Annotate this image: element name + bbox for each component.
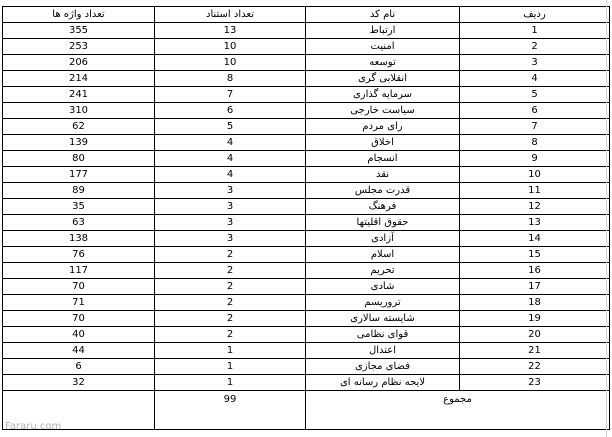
docs-count-cell: 2 bbox=[155, 247, 306, 263]
docs-count-cell: 2 bbox=[155, 263, 306, 279]
table-row bbox=[3, 295, 610, 311]
words-count-cell: 70 bbox=[3, 311, 155, 327]
code-name-cell: انسجام bbox=[306, 151, 460, 167]
total-row bbox=[3, 391, 610, 430]
words-count-cell: 6 bbox=[3, 359, 155, 375]
words-count-cell: 71 bbox=[3, 295, 155, 311]
row-number-cell: 22 bbox=[460, 359, 610, 375]
table-row bbox=[3, 247, 610, 263]
row-number-cell: 10 bbox=[460, 167, 610, 183]
table-row bbox=[3, 119, 610, 135]
docs-count-cell: 3 bbox=[155, 231, 306, 247]
row-number-cell: 16 bbox=[460, 263, 610, 279]
docs-count-cell: 10 bbox=[155, 39, 306, 55]
code-name-cell: سرمایه گذاری bbox=[306, 87, 460, 103]
code-name-cell: رای مردم bbox=[306, 119, 460, 135]
table-row bbox=[3, 263, 610, 279]
code-name-cell: اخلاق bbox=[306, 135, 460, 151]
table-row bbox=[3, 87, 610, 103]
code-name-cell: ارتباط bbox=[306, 23, 460, 39]
row-number-cell: 7 bbox=[460, 119, 610, 135]
total-docs-count: 99 bbox=[155, 391, 306, 430]
docs-count-cell: 3 bbox=[155, 199, 306, 215]
code-name-cell: امنیت bbox=[306, 39, 460, 55]
code-name-cell: فضای مجازی bbox=[306, 359, 460, 375]
table-row bbox=[3, 215, 610, 231]
words-count-cell: 89 bbox=[3, 183, 155, 199]
docs-count-cell: 5 bbox=[155, 119, 306, 135]
row-number-cell: 23 bbox=[460, 375, 610, 391]
words-count-cell: 310 bbox=[3, 103, 155, 119]
code-name-cell: شایسته سالاری bbox=[306, 311, 460, 327]
header-row bbox=[3, 7, 610, 23]
docs-count-cell: 10 bbox=[155, 55, 306, 71]
words-count-cell: 35 bbox=[3, 199, 155, 215]
docs-count-cell: 4 bbox=[155, 135, 306, 151]
table-row bbox=[3, 375, 610, 391]
docs-count-cell: 1 bbox=[155, 343, 306, 359]
docs-count-cell: 3 bbox=[155, 215, 306, 231]
words-count-cell: 44 bbox=[3, 343, 155, 359]
code-name-cell: سیاست خارجی bbox=[306, 103, 460, 119]
total-label: مجموع bbox=[306, 391, 610, 430]
header-docs-count: تعداد استناد bbox=[155, 7, 306, 23]
table-row bbox=[3, 103, 610, 119]
table-row bbox=[3, 151, 610, 167]
code-name-cell: لایحه نظام رسانه ای bbox=[306, 375, 460, 391]
docs-count-cell: 1 bbox=[155, 359, 306, 375]
row-number-cell: 13 bbox=[460, 215, 610, 231]
code-name-cell: تحریم bbox=[306, 263, 460, 279]
words-count-cell: 253 bbox=[3, 39, 155, 55]
words-count-cell: 206 bbox=[3, 55, 155, 71]
header-row-number: ردیف bbox=[460, 7, 610, 23]
code-name-cell: توسعه bbox=[306, 55, 460, 71]
row-number-cell: 6 bbox=[460, 103, 610, 119]
docs-count-cell: 2 bbox=[155, 295, 306, 311]
code-name-cell: اعتدال bbox=[306, 343, 460, 359]
row-number-cell: 15 bbox=[460, 247, 610, 263]
row-number-cell: 14 bbox=[460, 231, 610, 247]
words-count-cell: 241 bbox=[3, 87, 155, 103]
docs-count-cell: 2 bbox=[155, 327, 306, 343]
page-edge-line bbox=[606, 0, 607, 437]
code-name-cell: آزادی bbox=[306, 231, 460, 247]
docs-count-cell: 3 bbox=[155, 183, 306, 199]
docs-count-cell: 1 bbox=[155, 375, 306, 391]
words-count-cell: 138 bbox=[3, 231, 155, 247]
table-row bbox=[3, 327, 610, 343]
header-words-count: تعداد واژه ها bbox=[3, 7, 155, 23]
code-frequency-table bbox=[2, 6, 610, 430]
table-row bbox=[3, 343, 610, 359]
docs-count-cell: 6 bbox=[155, 103, 306, 119]
docs-count-cell: 4 bbox=[155, 167, 306, 183]
row-number-cell: 17 bbox=[460, 279, 610, 295]
table-row bbox=[3, 183, 610, 199]
code-name-cell: نقد bbox=[306, 167, 460, 183]
row-number-cell: 8 bbox=[460, 135, 610, 151]
table-row bbox=[3, 23, 610, 39]
row-number-cell: 18 bbox=[460, 295, 610, 311]
row-number-cell: 5 bbox=[460, 87, 610, 103]
words-count-cell: 117 bbox=[3, 263, 155, 279]
table-row bbox=[3, 39, 610, 55]
words-count-cell: 62 bbox=[3, 119, 155, 135]
code-name-cell: قدرت مجلس bbox=[306, 183, 460, 199]
docs-count-cell: 4 bbox=[155, 151, 306, 167]
row-number-cell: 20 bbox=[460, 327, 610, 343]
docs-count-cell: 7 bbox=[155, 87, 306, 103]
row-number-cell: 4 bbox=[460, 71, 610, 87]
table-row bbox=[3, 135, 610, 151]
code-name-cell: حقوق اقلیتها bbox=[306, 215, 460, 231]
row-number-cell: 12 bbox=[460, 199, 610, 215]
docs-count-cell: 13 bbox=[155, 23, 306, 39]
table-row bbox=[3, 231, 610, 247]
words-count-cell: 80 bbox=[3, 151, 155, 167]
table-row bbox=[3, 359, 610, 375]
words-count-cell: 40 bbox=[3, 327, 155, 343]
row-number-cell: 1 bbox=[460, 23, 610, 39]
docs-count-cell: 8 bbox=[155, 71, 306, 87]
words-count-cell: 32 bbox=[3, 375, 155, 391]
table-row bbox=[3, 71, 610, 87]
code-name-cell: فرهنگ bbox=[306, 199, 460, 215]
header-code-name: نام کد bbox=[306, 7, 460, 23]
row-number-cell: 19 bbox=[460, 311, 610, 327]
watermark: Fararu.com bbox=[5, 421, 62, 432]
table-row bbox=[3, 199, 610, 215]
words-count-cell: 177 bbox=[3, 167, 155, 183]
code-name-cell: شادی bbox=[306, 279, 460, 295]
code-name-cell: قوای نظامی bbox=[306, 327, 460, 343]
words-count-cell: 214 bbox=[3, 71, 155, 87]
code-name-cell: اسلام bbox=[306, 247, 460, 263]
words-count-cell: 355 bbox=[3, 23, 155, 39]
docs-count-cell: 2 bbox=[155, 279, 306, 295]
row-number-cell: 3 bbox=[460, 55, 610, 71]
table-row bbox=[3, 167, 610, 183]
words-count-cell: 139 bbox=[3, 135, 155, 151]
row-number-cell: 9 bbox=[460, 151, 610, 167]
words-count-cell: 63 bbox=[3, 215, 155, 231]
words-count-cell: 70 bbox=[3, 279, 155, 295]
code-name-cell: تروریسم bbox=[306, 295, 460, 311]
code-name-cell: انقلابی گری bbox=[306, 71, 460, 87]
words-count-cell: 76 bbox=[3, 247, 155, 263]
table-row bbox=[3, 55, 610, 71]
table-row bbox=[3, 311, 610, 327]
row-number-cell: 11 bbox=[460, 183, 610, 199]
row-number-cell: 21 bbox=[460, 343, 610, 359]
docs-count-cell: 2 bbox=[155, 311, 306, 327]
table-row bbox=[3, 279, 610, 295]
row-number-cell: 2 bbox=[460, 39, 610, 55]
